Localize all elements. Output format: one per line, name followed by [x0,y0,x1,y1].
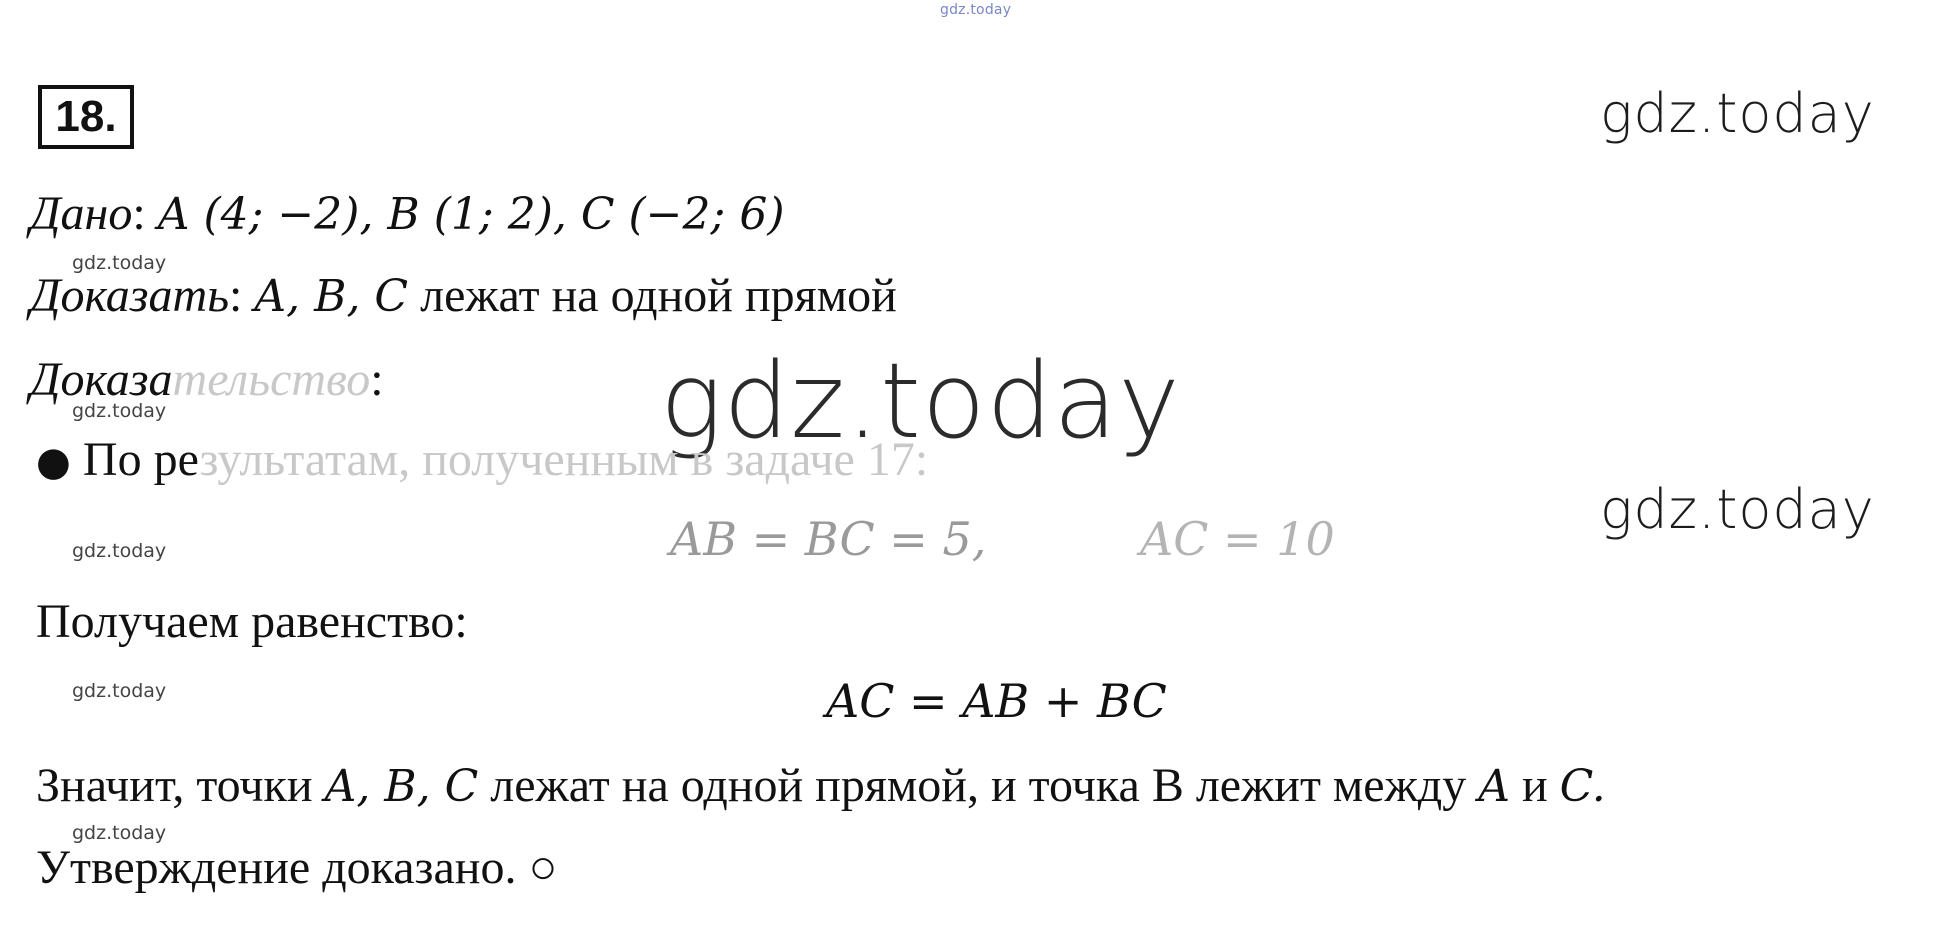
proof-step-1 [36,432,928,487]
prove-statement: лежат на одной прямой [420,269,897,322]
proof-label-line [30,352,384,407]
watermark-right-mid: gdz.today [1600,478,1875,541]
bullet-icon: ● [36,439,71,485]
given-colon: : [132,187,146,240]
conclusion-line [36,758,1606,813]
conclusion-pre: Значит, точки [36,759,313,812]
conclusion-mid: лежат на одной прямой, и точка В лежит между [490,759,1467,812]
conclusion-and: и [1521,759,1548,812]
proof-label-faded: тельство [172,353,371,406]
prove-line [30,268,897,323]
watermark-small-2: gdz.today [72,400,167,422]
prove-label: Доказать [30,269,230,322]
conclusion-points: A, B, C [324,761,479,812]
watermark-small-4: gdz.today [72,680,167,702]
conclusion-point-c: C. [1559,761,1606,812]
watermark-small-3: gdz.today [72,540,167,562]
conclusion-point-a: A [1478,761,1510,812]
equation-1a: AB = BC = 5, [670,512,987,566]
watermark-right-top: gdz.today [1600,82,1875,145]
watermark-top: gdz.today [940,2,1012,18]
given-label: Дано [30,187,133,240]
equation-2: AC = AB + BC [826,674,1167,728]
equation-1b: AC = 10 [1140,512,1335,566]
proof-step-1-visible: По ре [82,433,200,486]
prove-colon: : [229,269,243,322]
watermark-center: gdz.today [660,340,1181,462]
watermark-small-1: gdz.today [72,252,167,274]
problem-number: 18. [38,85,134,149]
proof-label: Доказа [30,353,173,406]
given-line [30,186,785,241]
prove-points: A, B, C [254,271,409,322]
proof-step-2: Получаем равенство: [36,595,468,648]
final-line: Утверждение доказано. ○ [36,841,558,894]
watermark-small-5: gdz.today [72,822,167,844]
given-points: A (4; −2), B (1; 2), C (−2; 6) [157,189,785,240]
proof-colon: : [370,353,384,406]
proof-step-1-faded: зультатам, полученным в задаче 17: [199,433,929,486]
